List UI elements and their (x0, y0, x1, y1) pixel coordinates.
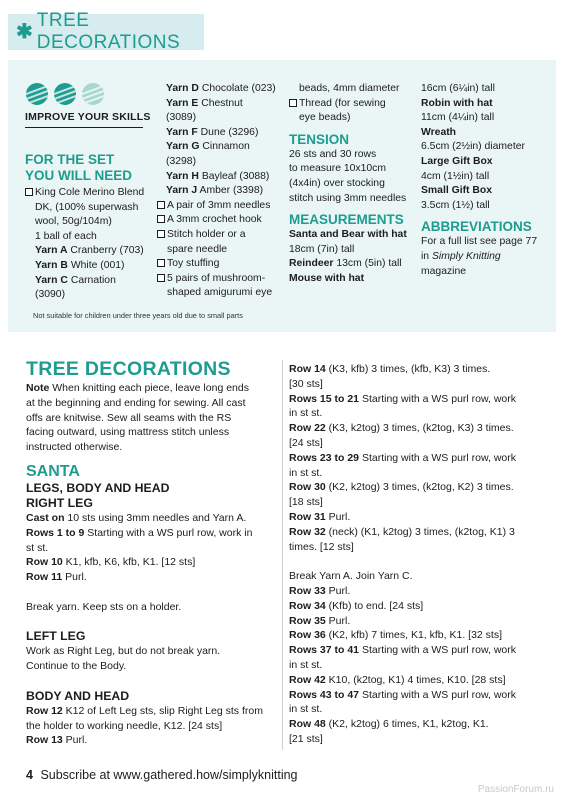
checkbox-icon (157, 230, 165, 238)
heading-legs-body-head: LEGS, BODY AND HEAD (26, 480, 170, 495)
yarn-ball-icon (26, 83, 48, 105)
materials-column-1: FOR THE SET YOU WILL NEED King Cole Merino Blend DK, (100% superwash wool, 50g/104m) 1 ball of each Yarn A Cranberry (703) Yarn B White (001) Yarn C Carnation (3090) (25, 152, 165, 303)
heading-santa: SANTA (26, 462, 80, 480)
watermark: PassionForum.ru (477, 784, 554, 795)
safety-note: Not suitable for children under three years old due to small parts (33, 311, 243, 320)
checkbox-icon (157, 259, 165, 267)
materials-column-3: beads, 4mm diameter Thread (for sewing eye beads) TENSION 26 sts and 30 rows to measure 10x10cm (4x4in) over stocking stitch using 3mm needles MEASUREMENTS Santa and Bear with hat 18cm (7in) tall Reindeer 13cm (5in) tall Mouse with hat (289, 82, 419, 287)
heading-you-will-need: YOU WILL NEED (25, 168, 133, 183)
checkbox-icon (289, 99, 297, 107)
materials-column-2: Yarn D Chocolate (023) Yarn E Chestnut (3089) Yarn F Dune (3296) Yarn G Cinnamon (3298) Yarn H Bayleaf (3088) Yarn J Amber (3398) A pair of 3mm needles A 3mm crochet hook Stitch holder or a spare needle Toy stuffing 5 pairs of mushroom- shaped amigurumi eye (157, 82, 292, 301)
materials-column-4: 16cm (6¼in) tall Robin with hat 11cm (4¼in) tall Wreath 6.5cm (2½in) diameter Large Gift Box 4cm (1½in) tall Small Gift Box 3.5cm (1½) tall ABBREVIATIONS For a full list see page 77 in Simply Knitting magazine (421, 82, 561, 279)
skills-label: IMPROVE YOUR SKILLS (25, 111, 151, 123)
checkbox-icon (157, 201, 165, 209)
column-divider (282, 360, 283, 750)
heading-body-and-head: BODY AND HEAD (26, 688, 130, 703)
section-header (8, 10, 204, 53)
heading-right-leg: RIGHT LEG (26, 495, 93, 510)
section-title: TREE DECORATIONS (36, 10, 181, 53)
heading-measurements: MEASUREMENTS (289, 212, 404, 228)
pattern-title: TREE DECORATIONS (26, 358, 231, 380)
checkbox-icon (157, 274, 165, 282)
pattern-right-column: Row 14 (K3, kfb) 3 times, (kfb, K3) 3 times. [30 sts] Rows 15 to 21 Starting with a WS purl row, work in st st. Row 22 (K3, k2tog) 3 times, (k2tog, K3) 3 times. [24 sts] Rows 23 to 29 Starting with a WS purl row, work in st st. Row 30 (K2, k2tog) 3 times, (k2tog, K2) 3 times. [18 sts] Row 31 Purl. Row 32 (neck) (K1, k2tog) 3 times, (k2tog, K1) 3 times. [12 sts] Break Yarn A. Join Yarn C. Row 33 Purl. Row 34 (Kfb) to end. [24 sts] Row 35 Purl. Row 36 (K2, kfb) 7 times, K1, kfb, K1. [32 sts] Rows 37 to 41 Starting with a WS purl row, work in st st. Row 42 K10, (k2tog, K1) 4 times, K10. [28 sts] Rows 43 to 47 Starting with a WS purl row, work in st st. Row 48 (K2, k2tog) 6 times, K1, k2tog, K1. [21 sts] (289, 363, 516, 745)
heading-abbreviations: ABBREVIATIONS (421, 219, 532, 235)
checkbox-icon (157, 215, 165, 223)
subscribe-link[interactable]: Subscribe at www.gathered.how/simplyknitting (40, 768, 298, 782)
heading-for-the-set: FOR THE SET (25, 152, 115, 167)
asterisk-icon: ✱ (16, 21, 33, 43)
pattern-left-column: TREE DECORATIONS Note When knitting each piece, leave long ends at the beginning and ending for sewing. All cast offs are knitwise. Sew all seams with the RS facing outward, using mattress stitch unless instructed otherwise. SANTA LEGS, BODY AND HEAD RIGHT LEG Cast on 10 sts using 3mm needles and Yarn A. Rows 1 to 9 Starting with a WS purl row, work in st st. Row 10 K1, kfb, K6, kfb, K1. [12 sts] Row 11 Purl. Break yarn. Keep sts on a holder. LEFT LEG Work as Right Leg, but do not break yarn. Continue to the Body. BODY AND HEAD Row 12 K12 of Left Leg sts, slip Right Leg sts from the holder to working needle, K12. [24 sts] Row 13 Purl. (26, 357, 278, 748)
heading-tension: TENSION (289, 131, 350, 147)
heading-left-leg: LEFT LEG (26, 629, 86, 644)
skills-divider (25, 127, 143, 128)
skill-level-icons (26, 83, 104, 105)
page-footer (26, 768, 298, 782)
yarn-ball-icon (82, 83, 104, 105)
yarn-ball-icon (54, 83, 76, 105)
page-number: 4 (26, 768, 33, 782)
checkbox-icon (25, 188, 33, 196)
